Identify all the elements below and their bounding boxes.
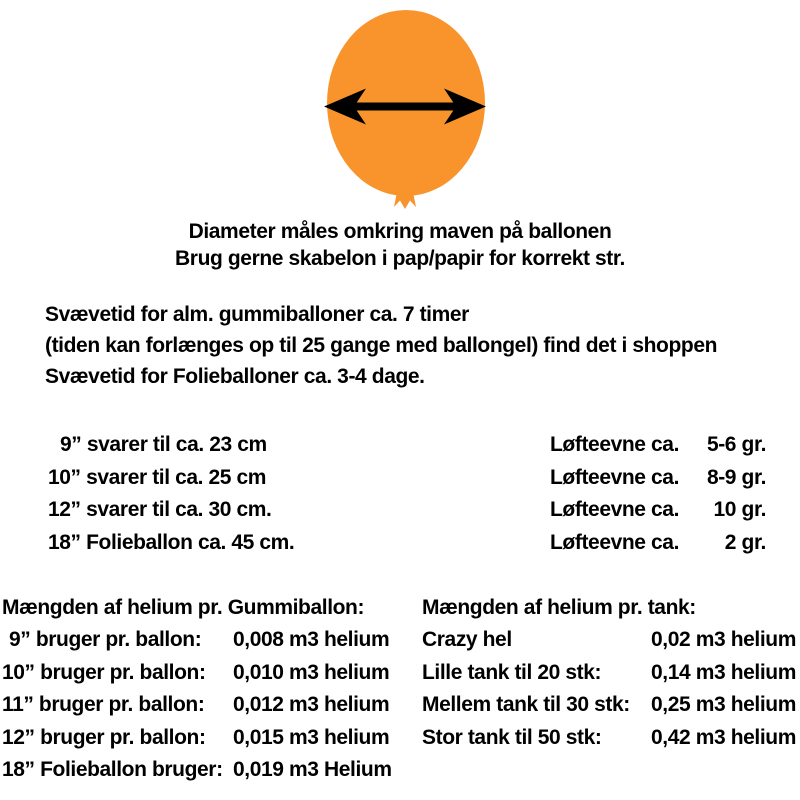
float-time-info xyxy=(45,299,717,393)
tank-row-label: Crazy hel xyxy=(422,628,512,652)
lift-value: 5-6 gr. xyxy=(706,433,766,457)
list-item xyxy=(2,657,402,689)
helium-per-balloon-header: Mængden af helium pr. Gummiballon: xyxy=(2,596,365,619)
list-item xyxy=(2,624,402,656)
list-item xyxy=(2,754,402,786)
tank-row-value: 0,42 m3 helium xyxy=(651,725,796,749)
table-row xyxy=(0,527,800,560)
helium-per-balloon-section xyxy=(2,592,402,786)
lift-label: Løfteevne ca. xyxy=(550,433,680,457)
float-info-line-1: Svævetid for alm. gummiballoner ca. 7 timer xyxy=(45,303,469,326)
table-row xyxy=(0,494,800,527)
list-item xyxy=(2,689,402,721)
caption-line-1: Diameter måles omkring maven på ballonen xyxy=(188,220,612,243)
helium-row-label: 9” bruger pr. ballon: xyxy=(9,628,202,652)
list-item xyxy=(422,624,796,656)
size-value: 18” Folieballon ca. 45 cm. xyxy=(48,531,295,555)
lift-value: 2 gr. xyxy=(724,531,766,555)
helium-row-label: 12” bruger pr. ballon: xyxy=(2,725,206,749)
diameter-caption xyxy=(0,219,800,272)
lift-label: Løfteevne ca. xyxy=(550,465,680,489)
helium-row-value: 0,012 m3 helium xyxy=(233,693,390,717)
list-item xyxy=(422,722,796,754)
balloon-knot xyxy=(394,192,416,209)
tank-row-label: Stor tank til 50 stk: xyxy=(422,725,602,749)
lift-value: 8-9 gr. xyxy=(706,465,766,489)
helium-row-value: 0,008 m3 helium xyxy=(233,628,390,652)
list-item xyxy=(422,657,796,689)
balloon-figure xyxy=(0,0,800,215)
float-info-line-3: Svævetid for Folieballoner ca. 3-4 dage. xyxy=(45,365,425,389)
lift-label: Løfteevne ca. xyxy=(550,498,680,522)
tank-row-value: 0,02 m3 helium xyxy=(651,628,796,652)
helium-row-label: 10” bruger pr. ballon: xyxy=(2,660,206,684)
caption-line-2: Brug gerne skabelon i pap/papir for korrekt str. xyxy=(175,246,625,270)
helium-row-value: 0,015 m3 helium xyxy=(233,725,390,749)
list-item xyxy=(2,722,402,754)
list-item xyxy=(422,689,796,721)
helium-per-tank-header: Mængden af helium pr. tank: xyxy=(422,596,696,619)
lift-label: Løfteevne ca. xyxy=(550,531,680,555)
table-row xyxy=(0,462,800,495)
tank-row-label: Mellem tank til 30 stk: xyxy=(422,693,630,717)
float-info-line-2: (tiden kan forlænges op til 25 gange med ballongel) find det i shoppen xyxy=(45,334,718,358)
size-value: 9” svarer til ca. 23 cm xyxy=(60,433,267,457)
helium-per-tank-section xyxy=(422,592,796,754)
table-row xyxy=(0,429,800,462)
helium-row-value: 0,010 m3 helium xyxy=(233,660,390,684)
helium-row-label: 11” bruger pr. ballon: xyxy=(2,693,205,717)
tank-row-label: Lille tank til 20 stk: xyxy=(422,660,602,684)
size-value: 12” svarer til ca. 30 cm. xyxy=(48,498,272,522)
tank-row-value: 0,25 m3 helium xyxy=(651,693,796,717)
tank-row-value: 0,14 m3 helium xyxy=(651,660,796,684)
lift-value: 10 gr. xyxy=(713,498,766,522)
helium-row-label: 18” Folieballon bruger: xyxy=(2,758,223,782)
helium-row-value: 0,019 m3 Helium xyxy=(233,758,392,782)
size-lift-table xyxy=(0,429,800,559)
size-value: 10” svarer til ca. 25 cm xyxy=(48,465,267,489)
